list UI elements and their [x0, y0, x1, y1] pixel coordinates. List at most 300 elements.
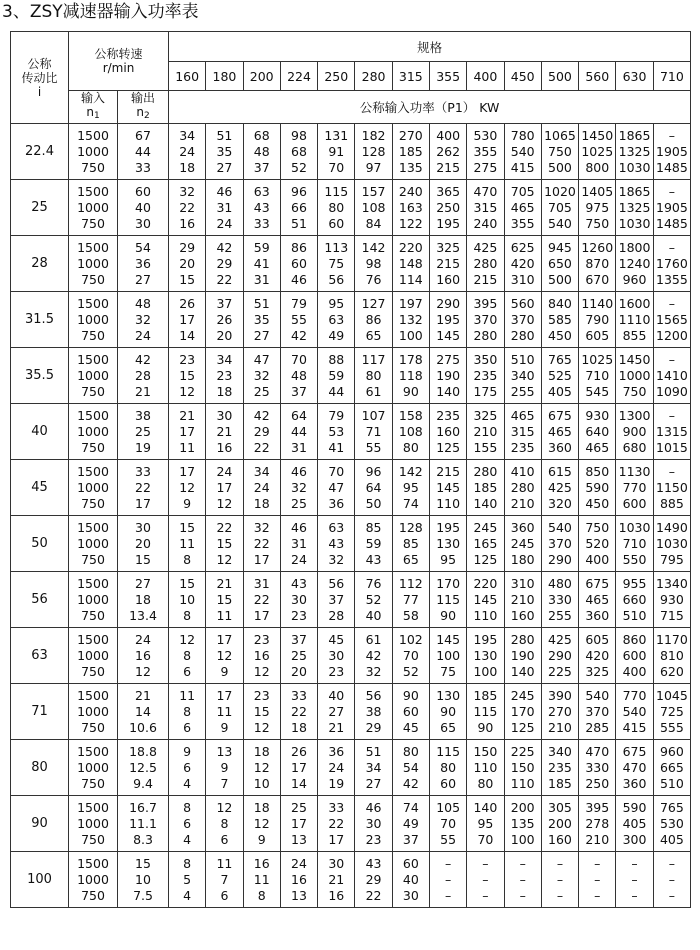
power-cell [169, 684, 206, 740]
cell-value: 1000 [77, 479, 109, 495]
cell-value: 52 [402, 663, 419, 679]
power-cell [541, 236, 578, 292]
cell-value: 520 [585, 535, 610, 551]
cell-value: 18 [291, 719, 307, 735]
power-cell [243, 516, 280, 572]
cell-value: 405 [659, 831, 684, 847]
power-cell [541, 684, 578, 740]
output-speed-cell [118, 460, 169, 516]
cell-value: 42 [365, 647, 382, 663]
power-cell [541, 404, 578, 460]
output-speed-cell [118, 124, 169, 180]
cell-value: 65 [365, 327, 382, 343]
cell-value: 36 [135, 255, 151, 271]
cell-value: 29 [179, 239, 196, 255]
power-cell [579, 796, 616, 852]
cell-value: 79 [328, 407, 345, 423]
ratio-cell: 22.4 [11, 124, 69, 180]
power-cell [616, 852, 653, 908]
cell-value: 185 [548, 775, 572, 791]
cell-value: – [668, 463, 676, 479]
cell-value: 315 [510, 423, 535, 439]
power-cell [429, 180, 466, 236]
cell-value: 280 [510, 631, 535, 647]
power-cell [280, 684, 317, 740]
power-cell [579, 572, 616, 628]
cell-value: 590 [585, 479, 610, 495]
power-cell [318, 460, 355, 516]
cell-value: 74 [402, 799, 419, 815]
cell-value: 185 [473, 687, 498, 703]
cell-value: 220 [398, 239, 423, 255]
cell-value: 65 [402, 551, 419, 567]
cell-value: 36 [328, 743, 345, 759]
power-cell [579, 852, 616, 908]
cell-value: 25 [135, 423, 151, 439]
cell-value: 1485 [656, 159, 688, 175]
input-speed-cell [69, 348, 118, 404]
cell-value: 280 [473, 463, 498, 479]
cell-value: 1020 [544, 183, 576, 199]
cell-value: 32 [179, 183, 196, 199]
cell-value: 145 [436, 327, 461, 343]
cell-value: 1500 [77, 855, 109, 871]
cell-value: 6 [183, 815, 192, 831]
output-speed-cell [118, 628, 169, 684]
cell-value: 400 [622, 663, 647, 679]
cell-value: 22 [291, 703, 307, 719]
cell-value: 1110 [618, 311, 651, 327]
cell-value: 15 [179, 367, 196, 383]
cell-value: 6 [220, 831, 229, 847]
cell-value: 470 [473, 183, 498, 199]
power-cell [467, 740, 504, 796]
cell-value: 135 [398, 159, 423, 175]
cell-value: 32 [253, 519, 270, 535]
output-header-sub: n2 [136, 105, 150, 121]
cell-value: 31 [291, 535, 307, 551]
power-cell [616, 516, 653, 572]
cell-value: 9 [257, 831, 266, 847]
size-header-cell: 160 [169, 62, 206, 91]
cell-value: 195 [436, 519, 461, 535]
cell-value: 35 [253, 311, 270, 327]
cell-value: 33 [291, 687, 307, 703]
cell-value: 40 [328, 687, 345, 703]
cell-value: 17 [253, 607, 270, 623]
cell-value: 12 [179, 479, 196, 495]
cell-value: 12 [179, 631, 196, 647]
power-cell [541, 516, 578, 572]
cell-value: 157 [361, 183, 386, 199]
power-cell [355, 124, 392, 180]
table-row [11, 124, 691, 180]
cell-value: 330 [548, 591, 572, 607]
cell-value: 415 [510, 159, 535, 175]
power-cell [206, 796, 243, 852]
cell-value: 960 [659, 743, 684, 759]
cell-value: 7 [220, 871, 229, 887]
size-header-cell: 630 [616, 62, 653, 91]
cell-value: 55 [365, 439, 382, 455]
cell-value: 17 [216, 479, 233, 495]
power-cell [467, 180, 504, 236]
cell-value: 96 [365, 463, 382, 479]
power-cell [280, 740, 317, 796]
cell-value: 715 [659, 607, 684, 623]
cell-value: 10 [179, 591, 196, 607]
cell-value: 17 [135, 495, 151, 511]
cell-value: 90 [440, 703, 457, 719]
cell-value: – [668, 887, 676, 903]
cell-value: 30 [291, 591, 307, 607]
cell-value: 46 [291, 519, 307, 535]
ratio-cell: 56 [11, 572, 69, 628]
power-cell [243, 628, 280, 684]
cell-value: 97 [365, 159, 382, 175]
cell-value: 870 [585, 255, 610, 271]
input-speed-cell [69, 124, 118, 180]
cell-value: 42 [402, 775, 419, 791]
power-cell [616, 740, 653, 796]
cell-value: 750 [81, 215, 105, 231]
power-cell [206, 404, 243, 460]
cell-value: 140 [510, 663, 535, 679]
cell-value: 1490 [656, 519, 688, 535]
cell-value: 27 [365, 775, 382, 791]
cell-value: 770 [622, 687, 647, 703]
cell-value: 285 [585, 719, 610, 735]
cell-value: – [482, 871, 489, 887]
cell-value: 555 [659, 719, 684, 735]
cell-value: 175 [473, 383, 498, 399]
power-cell [653, 460, 690, 516]
output-speed-cell [118, 236, 169, 292]
cell-value: 235 [548, 759, 572, 775]
table-row [11, 684, 691, 740]
power-unit-header: 公称输入功率（P1） KW [169, 91, 691, 124]
cell-value: 405 [622, 815, 647, 831]
cell-value: 240 [473, 215, 498, 231]
cell-value: 24 [135, 327, 151, 343]
cell-value: 15 [179, 271, 196, 287]
cell-value: 37 [253, 159, 270, 175]
cell-value: 86 [291, 239, 307, 255]
cell-value: 750 [548, 143, 572, 159]
power-cell [206, 236, 243, 292]
cell-value: 7 [220, 775, 229, 791]
cell-value: 1000 [77, 871, 109, 887]
cell-value: 15 [253, 703, 270, 719]
cell-value: 13 [291, 887, 307, 903]
cell-value: 36 [328, 495, 345, 511]
cell-value: 22 [179, 199, 196, 215]
power-cell [169, 180, 206, 236]
cell-value: 63 [328, 519, 345, 535]
cell-value: 100 [398, 327, 423, 343]
cell-value: 400 [585, 551, 610, 567]
cell-value: 8 [183, 703, 192, 719]
cell-value: 21 [328, 719, 345, 735]
power-cell [243, 684, 280, 740]
power-cell [243, 404, 280, 460]
cell-value: 40 [402, 871, 419, 887]
power-cell [318, 740, 355, 796]
power-cell [280, 460, 317, 516]
cell-value: 8 [183, 855, 192, 871]
cell-value: 96 [291, 183, 307, 199]
cell-value: 17 [179, 463, 196, 479]
table-row [11, 404, 691, 460]
cell-value: 1500 [77, 239, 109, 255]
cell-value: 675 [548, 407, 572, 423]
cell-value: 840 [548, 295, 572, 311]
cell-value: 1140 [581, 295, 614, 311]
cell-value: 195 [436, 311, 461, 327]
power-cell [318, 292, 355, 348]
cell-value: 27 [135, 271, 151, 287]
cell-value: 425 [548, 479, 572, 495]
cell-value: 30 [328, 647, 345, 663]
cell-value: 790 [585, 311, 610, 327]
power-cell [653, 628, 690, 684]
table-row [11, 460, 691, 516]
cell-value: 325 [436, 239, 461, 255]
cell-value: – [445, 855, 452, 871]
cell-value: 510 [510, 351, 535, 367]
power-cell [280, 796, 317, 852]
table-row [11, 628, 691, 684]
cell-value: 90 [402, 383, 419, 399]
cell-value: 275 [436, 351, 461, 367]
cell-value: 1000 [77, 647, 109, 663]
power-cell [318, 628, 355, 684]
cell-value: 1500 [77, 183, 109, 199]
power-cell [429, 740, 466, 796]
size-header-cell: 500 [541, 62, 578, 91]
cell-value: 1025 [581, 351, 614, 367]
power-cell [467, 348, 504, 404]
cell-value: 110 [436, 495, 461, 511]
cell-value: 91 [328, 143, 345, 159]
cell-value: 1450 [618, 351, 651, 367]
cell-value: 11 [179, 535, 196, 551]
size-header-cell: 400 [467, 62, 504, 91]
power-cell [579, 124, 616, 180]
cell-value: 29 [216, 255, 233, 271]
cell-value: 750 [81, 663, 105, 679]
cell-value: 955 [622, 575, 647, 591]
power-cell [318, 796, 355, 852]
cell-value: 900 [622, 423, 647, 439]
cell-value: 59 [328, 367, 345, 383]
power-cell [467, 628, 504, 684]
cell-value: 750 [81, 327, 105, 343]
cell-value: 70 [440, 815, 457, 831]
table-body [11, 124, 691, 908]
output-speed-cell [118, 292, 169, 348]
cell-value: 85 [402, 535, 419, 551]
cell-value: 16.7 [129, 799, 157, 815]
cell-value: 23 [328, 663, 345, 679]
table-row [11, 740, 691, 796]
power-cell [429, 348, 466, 404]
cell-value: 13 [291, 831, 307, 847]
cell-value: 560 [510, 295, 535, 311]
cell-value: 4 [183, 775, 192, 791]
cell-value: 8.3 [133, 831, 153, 847]
cell-value: 12 [216, 799, 233, 815]
cell-value: 17 [179, 311, 196, 327]
cell-value: 540 [585, 687, 610, 703]
cell-value: 13.4 [129, 607, 157, 623]
power-cell [206, 348, 243, 404]
cell-value: 680 [622, 439, 647, 455]
cell-value: 53 [328, 423, 345, 439]
power-cell [392, 180, 429, 236]
cell-value: 24 [291, 855, 307, 871]
power-cell [579, 348, 616, 404]
cell-value: 1905 [656, 143, 688, 159]
cell-value: 1000 [77, 199, 109, 215]
cell-value: 465 [548, 423, 572, 439]
output-speed-cell [118, 404, 169, 460]
power-cell [504, 348, 541, 404]
cell-value: 1500 [77, 575, 109, 591]
cell-value: 300 [622, 831, 647, 847]
table-row [11, 180, 691, 236]
cell-value: – [668, 295, 676, 311]
cell-value: 125 [436, 439, 461, 455]
size-header-cell: 280 [355, 62, 392, 91]
power-cell [206, 292, 243, 348]
power-cell [541, 180, 578, 236]
cell-value: 750 [81, 551, 105, 567]
cell-value: 425 [473, 239, 498, 255]
cell-value: 140 [473, 799, 498, 815]
cell-value: – [556, 855, 564, 871]
power-cell [541, 460, 578, 516]
power-cell [653, 348, 690, 404]
input-speed-cell [69, 684, 118, 740]
cell-value: 80 [477, 775, 494, 791]
cell-value: – [668, 351, 676, 367]
header-row-sub [11, 91, 691, 124]
cell-value: 465 [585, 591, 610, 607]
ratio-cell: 50 [11, 516, 69, 572]
cell-value: – [519, 855, 526, 871]
cell-value: 13 [216, 743, 233, 759]
cell-value: 750 [622, 383, 647, 399]
cell-value: 215 [436, 159, 461, 175]
power-cell [280, 236, 317, 292]
cell-value: 540 [622, 703, 647, 719]
power-cell [355, 796, 392, 852]
cell-value: 95 [440, 551, 457, 567]
cell-value: 100 [436, 647, 461, 663]
power-cell [467, 796, 504, 852]
power-cell [169, 124, 206, 180]
cell-value: 12 [253, 719, 270, 735]
cell-value: 31 [291, 439, 307, 455]
ratio-header-line3: i [37, 84, 42, 99]
cell-value: 65 [440, 719, 457, 735]
cell-value: 19 [135, 439, 151, 455]
power-cell [579, 516, 616, 572]
cell-value: 102 [398, 631, 423, 647]
cell-value: 650 [548, 255, 572, 271]
cell-value: 510 [659, 775, 684, 791]
cell-value: – [445, 871, 452, 887]
cell-value: 30 [402, 887, 419, 903]
power-cell [653, 124, 690, 180]
cell-value: 810 [659, 647, 684, 663]
cell-value: 40 [135, 199, 151, 215]
cell-value: 160 [436, 271, 461, 287]
power-cell [616, 236, 653, 292]
cell-value: 625 [510, 239, 535, 255]
cell-value: 75 [328, 255, 345, 271]
cell-value: 9.4 [133, 775, 153, 791]
power-cell [429, 572, 466, 628]
cell-value: – [445, 887, 452, 903]
cell-value: 1340 [656, 575, 688, 591]
cell-value: 210 [510, 591, 535, 607]
cell-value: 275 [473, 159, 498, 175]
cell-value: 710 [585, 367, 610, 383]
cell-value: 17 [291, 759, 307, 775]
size-header-cell: 450 [504, 62, 541, 91]
cell-value: 16 [328, 887, 345, 903]
cell-value: 11 [253, 871, 270, 887]
cell-value: 29 [365, 719, 382, 735]
cell-value: 128 [361, 143, 386, 159]
cell-value: 160 [436, 423, 461, 439]
cell-value: 800 [585, 159, 610, 175]
size-header-cell: 315 [392, 62, 429, 91]
power-cell [355, 852, 392, 908]
cell-value: 370 [473, 311, 498, 327]
cell-value: – [631, 887, 638, 903]
cell-value: 750 [81, 159, 105, 175]
cell-value: 750 [81, 719, 105, 735]
cell-value: 27 [328, 703, 345, 719]
cell-value: 115 [436, 591, 461, 607]
ratio-cell: 25 [11, 180, 69, 236]
power-cell [243, 572, 280, 628]
cell-value: – [482, 855, 489, 871]
power-cell [280, 404, 317, 460]
cell-value: 77 [402, 591, 419, 607]
cell-value: 1905 [656, 199, 688, 215]
cell-value: 270 [398, 127, 423, 143]
cell-value: 185 [398, 143, 423, 159]
cell-value: 315 [473, 199, 498, 215]
power-cell [653, 404, 690, 460]
output-speed-cell [118, 740, 169, 796]
power-cell [206, 516, 243, 572]
ratio-header [11, 32, 69, 124]
cell-value: 70 [402, 647, 419, 663]
cell-value: 210 [510, 495, 535, 511]
power-cell [392, 236, 429, 292]
power-cell [392, 852, 429, 908]
cell-value: 24 [216, 215, 233, 231]
cell-value: 48 [135, 295, 151, 311]
power-cell [392, 292, 429, 348]
cell-value: 850 [585, 463, 610, 479]
cell-value: 70 [477, 831, 494, 847]
